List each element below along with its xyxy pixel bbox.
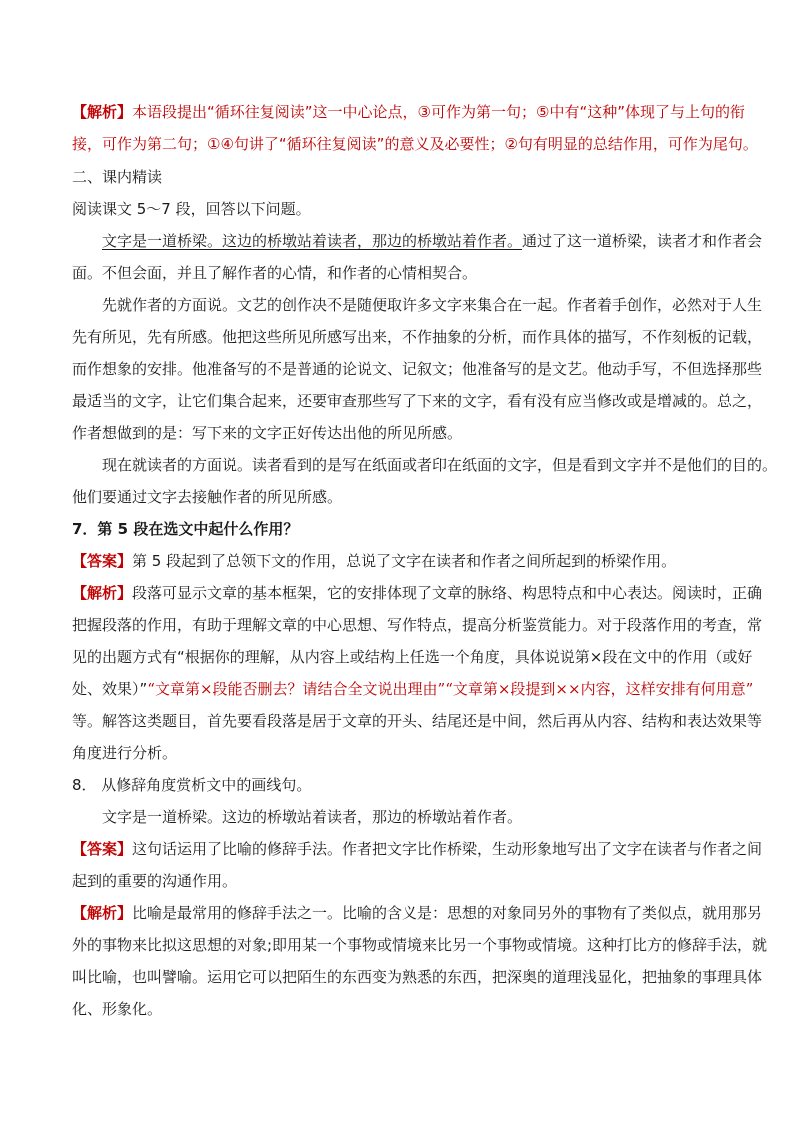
analysis-text: 处、效果）” <box>72 680 148 698</box>
passage-para-1-line-2: 面。不但会面，并且了解作者的心情，和作者的心情相契合。 <box>72 264 478 282</box>
q8-analysis-line-3: 叫比喻，也叫譬喻。运用它可以把陌生的东西变为熟悉的东西，把深奥的道理浅显化，把抽象的事理具体 <box>72 968 763 986</box>
q8-answer-line-2: 起到的重要的沟通作用。 <box>72 872 238 890</box>
q7-analysis-line-5: 等。解答这类题目，首先要看段落是居于文章的开头、结尾还是中间，然后再从内容、结构和表达效果等 <box>72 712 763 730</box>
passage-para-2-line-4: 最适当的文字，让它们集合起来，还要审查那些写了下来的文字，看有没有应当修改或是增减的。总之， <box>72 392 763 410</box>
answer-text: 第 5 段起到了总领下文的作用，总说了文字在读者和作者之间所起到的桥梁作用。 <box>132 552 677 570</box>
analysis-tag: 【解析】 <box>72 584 133 602</box>
q8-analysis-line-1 <box>72 903 763 923</box>
q7-analysis-line-4 <box>72 679 754 699</box>
passage-para-2-line-1: 先就作者的方面说。文艺的创作决不是随便取许多文字来集合在一起。作者着手创作，必然对于人生 <box>102 296 763 314</box>
question-7: 7．第 5 段在选文中起什么作用？ <box>72 520 299 538</box>
underlined-sentence: 文字是一道桥梁。这边的桥墩站着读者，那边的桥墩站着作者。 <box>102 232 523 250</box>
passage-para-2-line-5: 作者想做到的是：写下来的文字正好传达出他的所见所感。 <box>72 424 463 442</box>
q7-analysis-line-2: 把握段落的作用，有助于理解文章的中心思想、写作特点，提高分析鉴赏能力。对于段落作用的考查，常 <box>72 616 763 634</box>
answer-text: 这句话运用了比喻的修辞手法。作者把文字比作桥梁，生动形象地写出了文字在读者与作者之间 <box>132 840 763 858</box>
q8-quote: 文字是一道桥梁。这边的桥墩站着读者，那边的桥墩站着作者。 <box>102 808 523 826</box>
passage-para-3-line-1: 现在就读者的方面说。读者看到的是写在纸面或者印在纸面的文字，但是看到文字并不是他们的目的。 <box>102 456 778 474</box>
passage-para-2-line-3: 而作想象的安排。他准备写的不是普通的论说文、记叙文；他准备写的是文艺。他动手写，不但选择那些 <box>72 360 763 378</box>
q7-analysis-line-1 <box>72 583 763 603</box>
analysis-tag: 【解析】 <box>72 103 133 121</box>
analysis-tag: 【解析】 <box>72 904 133 922</box>
passage-para-1-line-1 <box>102 231 772 251</box>
analysis-text: 比喻是最常用的修辞手法之一。比喻的含义是：思想的对象同另外的事物有了类似点，就用那另 <box>132 904 763 922</box>
analysis-line-1 <box>72 102 745 122</box>
section-title: 二、课内精读 <box>72 168 163 186</box>
passage-para-3-line-2: 他们要通过文字去接触作者的所见所感。 <box>72 488 343 506</box>
q7-answer <box>72 551 742 571</box>
question-8: 8． 从修辞角度赏析文中的画线句。 <box>72 776 312 794</box>
reading-instruction: 阅读课文 5～7 段，回答以下问题。 <box>72 200 311 218</box>
analysis-text: 本语段提出“循环往复阅读”这一中心论点，③可作为第一句；⑤中有“这种”体现了与上句的衔 <box>132 103 745 121</box>
q7-analysis-line-6: 角度进行分析。 <box>72 744 178 762</box>
q8-answer-line-1 <box>72 839 763 859</box>
passage-para-2-line-2: 先有所见，先有所感。他把这些所见所感写出来，不作抽象的分析，而作具体的描写，不作刻板的记载， <box>72 328 763 346</box>
q8-analysis-line-2: 外的事物来比拟这思想的对象;即用某一个事物或情境来比另一个事物或情境。这种打比方的修辞手法，就 <box>72 936 768 954</box>
q7-analysis-line-3: 见的出题方式有“根据你的理解，从内容上或结构上任选一个角度，具体说说第×段在文中的作用（或好 <box>72 648 753 666</box>
answer-tag: 【答案】 <box>72 552 133 570</box>
answer-tag: 【答案】 <box>72 840 133 858</box>
passage-text: 通过了这一道桥梁，读者才和作者会 <box>522 232 763 250</box>
q8-analysis-line-4: 化、形象化。 <box>72 1000 163 1018</box>
analysis-text: 段落可显示文章的基本框架，它的安排体现了文章的脉络、构思特点和中心表达。阅读时，正确 <box>132 584 763 602</box>
analysis-line-2: 接，可作为第二句；①④句讲了“循环往复阅读”的意义及必要性；②句有明显的总结作用，可作为尾句。 <box>72 135 758 153</box>
quoted-question-forms: “文章第×段能否删去？请结合全文说出理由”“文章第×段提到××内容，这样安排有何用意” <box>147 680 754 698</box>
